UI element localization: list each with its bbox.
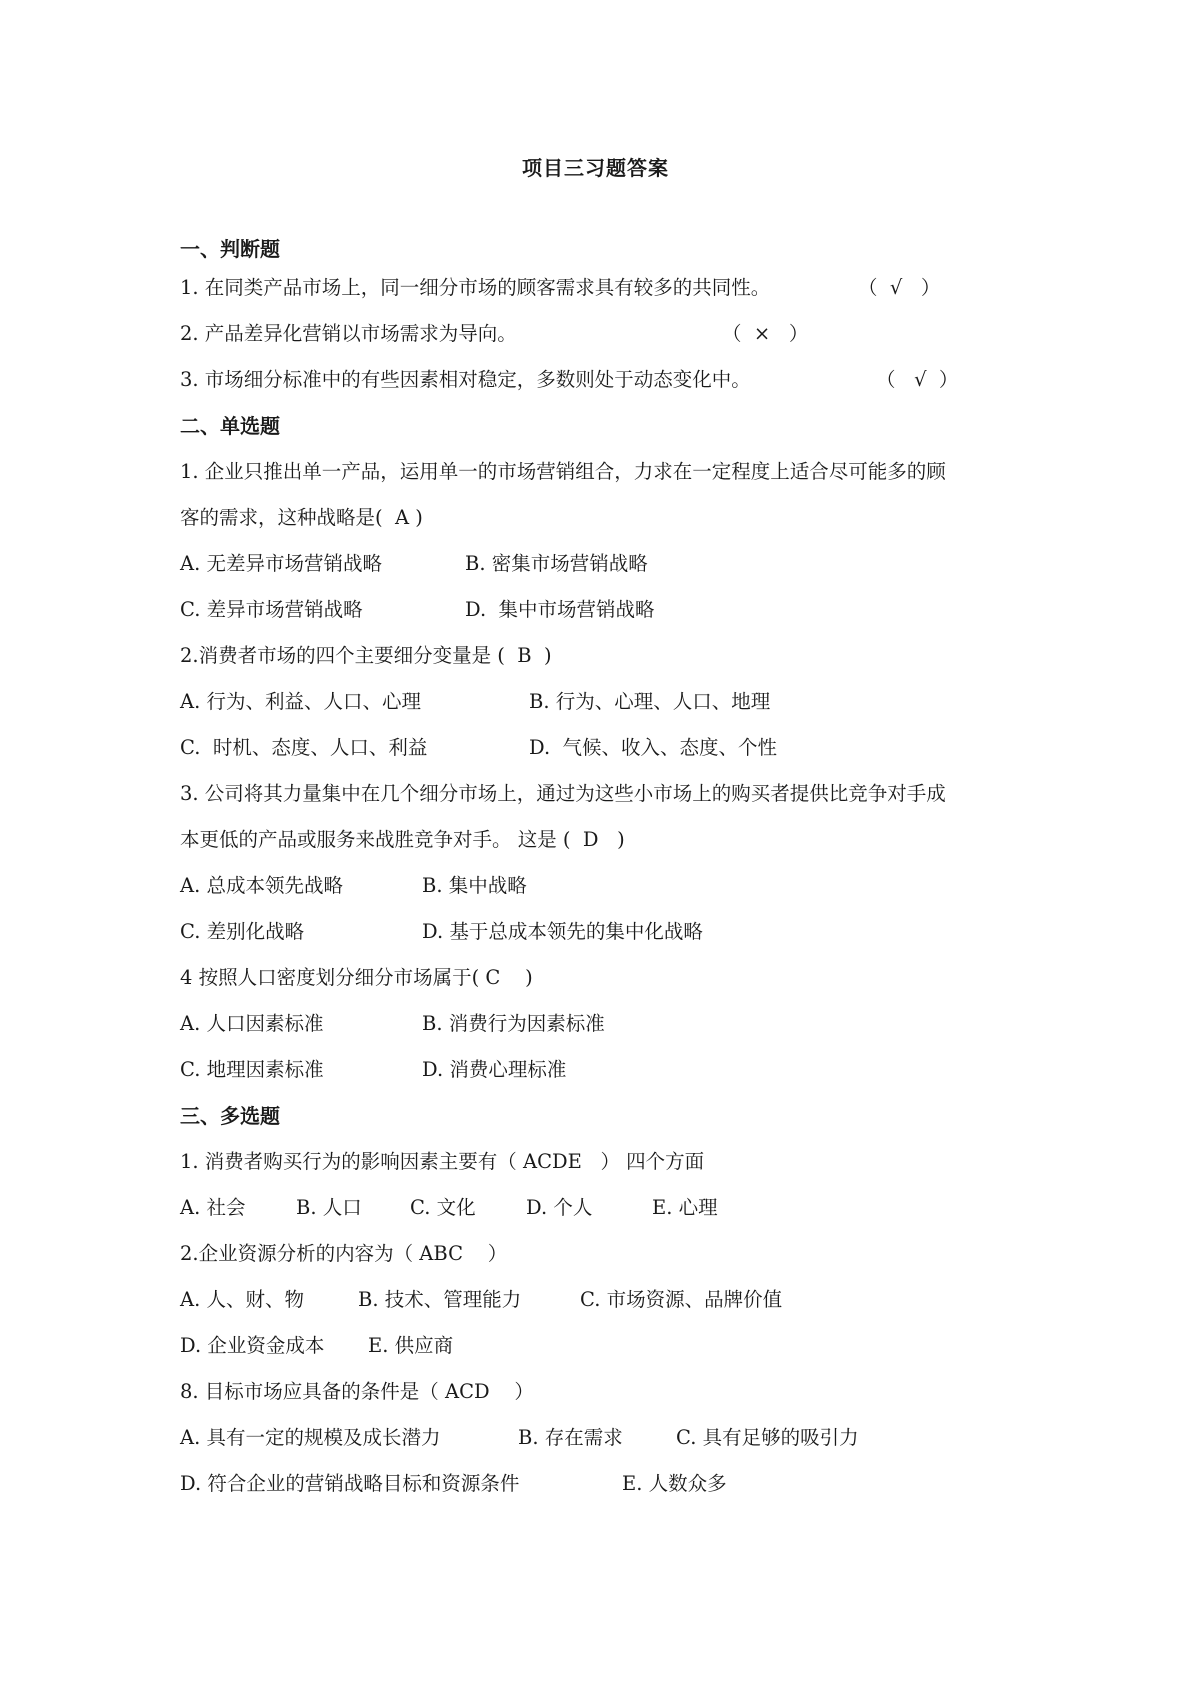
single-q1-option-c: C. 差异市场营销战略 <box>180 598 363 621</box>
multiple-q1-option-b: B. 人口 <box>296 1196 362 1219</box>
multiple-q1-option-c: C. 文化 <box>410 1196 476 1219</box>
single-q3-stem-line1: 3. 公司将其力量集中在几个细分市场上，通过为这些小市场上的购买者提供比竞争对手成 <box>180 782 946 805</box>
judgment-question-3: 3. 市场细分标准中的有些因素相对稳定，多数则处于动态变化中。 <box>180 368 751 391</box>
multiple-q2-stem: 2.企业资源分析的内容为（ ABC ） <box>180 1242 508 1265</box>
multiple-q3-stem: 8. 目标市场应具备的条件是（ ACD ） <box>180 1380 534 1403</box>
single-q3-option-a: A. 总成本领先战略 <box>180 874 343 897</box>
single-q4-option-a: A. 人口因素标准 <box>180 1012 324 1035</box>
single-q1-option-a: A. 无差异市场营销战略 <box>180 552 382 575</box>
multiple-q1-option-e: E. 心理 <box>652 1196 718 1219</box>
single-q2-stem: 2.消费者市场的四个主要细分变量是 ( B ) <box>180 644 552 667</box>
single-q3-stem-line2: 本更低的产品或服务来战胜竞争对手。 这是 ( D ) <box>180 828 625 851</box>
multiple-q3-option-c: C. 具有足够的吸引力 <box>676 1426 859 1449</box>
multiple-q3-option-e: E. 人数众多 <box>622 1472 727 1495</box>
single-q3-option-d: D. 基于总成本领先的集中化战略 <box>422 920 703 943</box>
single-q4-option-d: D. 消费心理标准 <box>422 1058 567 1081</box>
multiple-q2-option-e: E. 供应商 <box>368 1334 454 1357</box>
multiple-q1-option-a: A. 社会 <box>180 1196 246 1219</box>
section-heading-judgment: 一、判断题 <box>180 237 280 261</box>
single-q1-stem-line1: 1. 企业只推出单一产品，运用单一的市场营销组合，力求在一定程度上适合尽可能多的顾 <box>180 460 946 483</box>
multiple-q3-option-d: D. 符合企业的营销战略目标和资源条件 <box>180 1472 520 1495</box>
judgment-answer-1: （ √ ） <box>858 276 941 299</box>
multiple-q2-option-d: D. 企业资金成本 <box>180 1334 325 1357</box>
section-heading-single: 二、单选题 <box>180 414 280 438</box>
multiple-q3-option-a: A. 具有一定的规模及成长潜力 <box>180 1426 441 1449</box>
judgment-answer-3: （ √ ） <box>876 368 959 391</box>
multiple-q1-option-d: D. 个人 <box>526 1196 593 1219</box>
single-q2-option-a: A. 行为、利益、人口、心理 <box>180 690 421 713</box>
document-title: 项目三习题答案 <box>522 156 669 180</box>
single-q4-option-b: B. 消费行为因素标准 <box>422 1012 605 1035</box>
multiple-q1-stem: 1. 消费者购买行为的影响因素主要有（ ACDE ） 四个方面 <box>180 1150 705 1173</box>
judgment-question-2: 2. 产品差异化营销以市场需求为导向。 <box>180 322 517 345</box>
single-q2-option-b: B. 行为、心理、人口、地理 <box>529 690 771 713</box>
section-heading-multiple: 三、多选题 <box>180 1104 280 1128</box>
judgment-question-1: 1. 在同类产品市场上，同一细分市场的顾客需求具有较多的共同性。 <box>180 276 771 299</box>
multiple-q2-option-b: B. 技术、管理能力 <box>358 1288 522 1311</box>
multiple-q2-option-c: C. 市场资源、品牌价值 <box>580 1288 783 1311</box>
single-q3-option-b: B. 集中战略 <box>422 874 527 897</box>
single-q2-option-d: D. 气候、收入、态度、个性 <box>529 736 778 759</box>
single-q3-option-c: C. 差别化战略 <box>180 920 305 943</box>
single-q1-stem-line2: 客的需求，这种战略是( A ) <box>180 506 423 529</box>
single-q4-stem: 4 按照人口密度划分细分市场属于( C ) <box>180 966 533 989</box>
single-q2-option-c: C. 时机、态度、人口、利益 <box>180 736 428 759</box>
judgment-answer-2: （ × ） <box>722 322 809 345</box>
single-q4-option-c: C. 地理因素标准 <box>180 1058 324 1081</box>
single-q1-option-d: D. 集中市场营销战略 <box>465 598 655 621</box>
multiple-q3-option-b: B. 存在需求 <box>518 1426 623 1449</box>
single-q1-option-b: B. 密集市场营销战略 <box>465 552 648 575</box>
multiple-q2-option-a: A. 人、财、物 <box>180 1288 304 1311</box>
